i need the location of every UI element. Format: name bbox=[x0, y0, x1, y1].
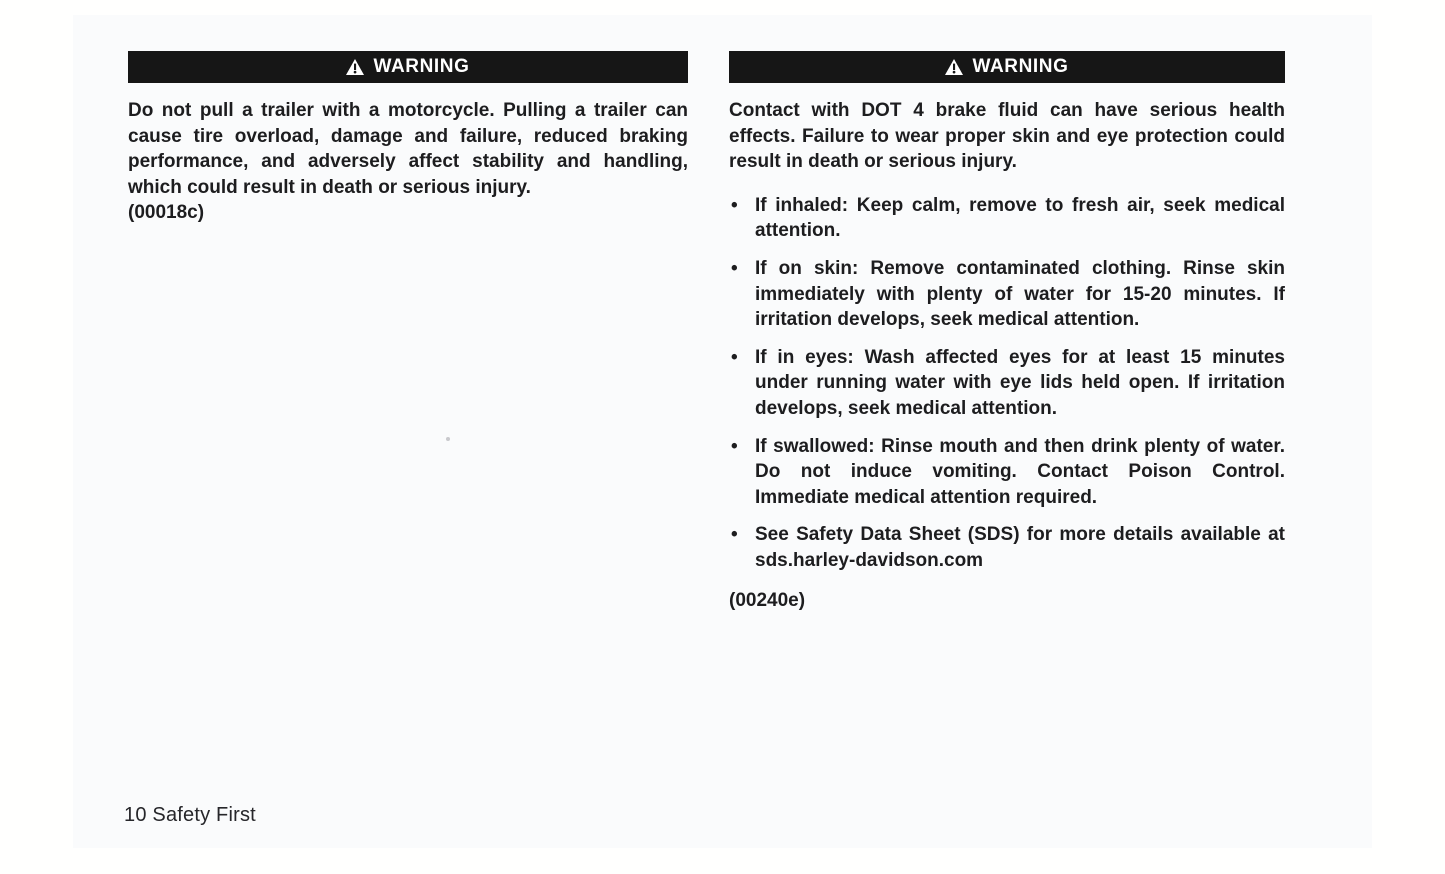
warning-header-bar bbox=[128, 51, 688, 83]
list-item bbox=[729, 345, 1285, 422]
scan-artifact-dot bbox=[446, 437, 450, 441]
warning-header-bar bbox=[729, 51, 1285, 83]
warning-triangle-icon bbox=[346, 59, 364, 75]
bullet-icon: • bbox=[731, 257, 738, 279]
list-item-text: If inhaled: Keep calm, remove to fresh air, seek medical attention. bbox=[755, 194, 1285, 242]
list-item-text: If swallowed: Rinse mouth and then drink plenty of water. Do not induce vomiting. Contact Poison Control. Immediate medical attention required. bbox=[755, 435, 1285, 508]
list-item bbox=[729, 522, 1285, 573]
warning-header-label: WARNING bbox=[972, 56, 1069, 77]
bullet-icon: • bbox=[731, 524, 738, 546]
list-item-text: If on skin: Remove contaminated clothing. Rinse skin immediately with plenty of water for 15-20 minutes. If irritation develops, seek medical attention. bbox=[755, 257, 1285, 331]
bullet-icon: • bbox=[731, 194, 738, 216]
warning-section-trailer bbox=[128, 51, 688, 226]
warning-header-label: WARNING bbox=[373, 56, 470, 77]
list-item-text: If in eyes: Wash affected eyes for at least 15 minutes under running water with eye lids held open. If irritation develops, seek medical attention. bbox=[755, 346, 1285, 419]
list-item-text: See Safety Data Sheet (SDS) for more details available at sds.harley-davidson.com bbox=[755, 524, 1285, 571]
bullet-icon: • bbox=[731, 346, 738, 368]
warning-code: (00240e) bbox=[729, 589, 806, 611]
bullet-icon: • bbox=[731, 435, 738, 457]
warning-code: (00018c) bbox=[128, 202, 205, 224]
warning-body-text: Do not pull a trailer with a motorcycle. Pulling a trailer can cause tire overload, damage and failure, reduced braking performance, and adversely affect stability and handling, which could result in death or serious injury. bbox=[128, 100, 688, 198]
list-item bbox=[729, 193, 1285, 244]
page-footer-label: 10 Safety First bbox=[124, 804, 256, 826]
list-item bbox=[729, 434, 1285, 511]
warning-intro-text: Contact with DOT 4 brake fluid can have serious health effects. Failure to wear proper skin and eye protection could result in death or serious injury. bbox=[729, 100, 1285, 173]
list-item bbox=[729, 256, 1285, 333]
first-aid-list bbox=[729, 193, 1285, 574]
warning-section-brake-fluid bbox=[729, 51, 1285, 613]
manual-page bbox=[73, 15, 1372, 848]
warning-triangle-icon bbox=[945, 59, 963, 75]
